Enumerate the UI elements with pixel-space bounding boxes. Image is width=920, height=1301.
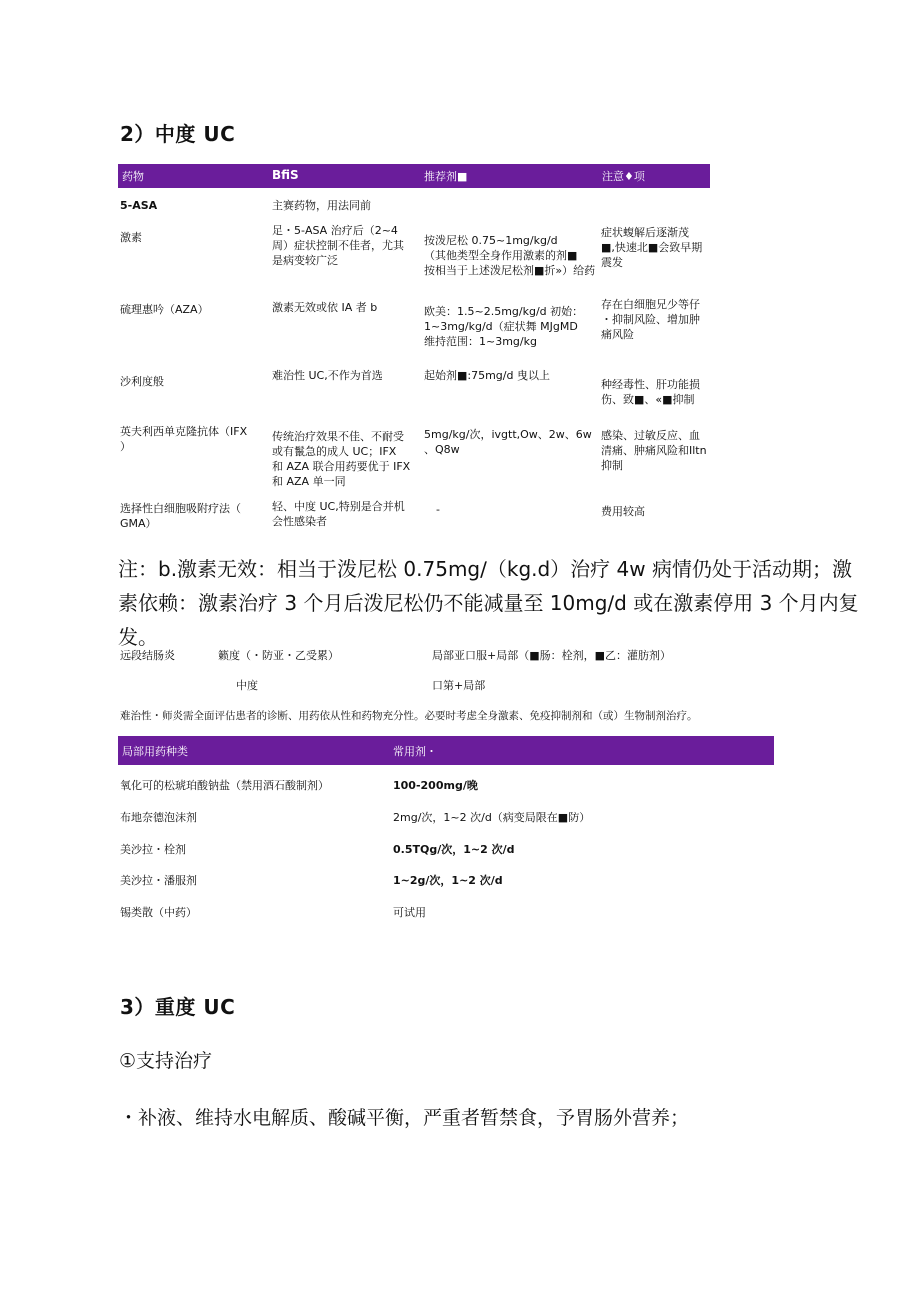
distal-row1-treatment: 局部亚口服+局部（■肠：栓剂，■乙：灌肪剂） — [432, 649, 672, 662]
note-paragraph: 注：b.激素无效：相当于泼尼松 0.75mg∕（kg.d）治疗 4w 病情仍处于活动期；激素依赖：激素治疗 3 个月后泼尼松仍不能减量至 10mg∕d 或在激素停用 3 个月内复发。 — [118, 557, 859, 649]
section3-bullet: ・补液、维持水电解质、酸碱平衡，严重者暂禁食，予胃肠外营养； — [119, 1107, 690, 1129]
distal-label: 远段结肠炎 — [120, 649, 175, 662]
table1-row3-dose: 欧美：1.5~2.5mg/kg/d 初始： 1~3mg/kg/d（症状舞 MJgMD 维持范围：1~3mg/kg — [424, 305, 584, 348]
table1-row3-indication: 激素无效或依 IA 者 b — [272, 301, 378, 314]
table1-row2-dose: 按泼尼松 0.75~1mg/kg/d （其他类型全身作用激素的剂■ 按相当于上述泼尼松剂■折»）给药 — [424, 234, 596, 277]
table2-row2-drug: 布地奈德泡沫剂 — [120, 811, 197, 824]
table1-row3-notes: 存在白细胞兄少等仔 ・抑制风险、增加肿 痛风险 — [601, 298, 700, 341]
table2-header-dose: 常用剂・ — [393, 745, 437, 758]
table1-row6-notes: 费用较高 — [601, 505, 645, 518]
distal-row2-severity: 中度 — [236, 679, 258, 692]
table1-row3-drug: 硫理惠吟（AZA） — [120, 303, 209, 316]
section3-title: 3）重度 UC — [120, 995, 236, 1019]
table1-row1-drug: 5-ASA — [120, 199, 158, 212]
table1-header-dose: 推荐剂■ — [424, 170, 468, 183]
distal-row2-treatment: 口第+局部 — [432, 679, 486, 692]
distal-row1-severity: 籁度（・防亚・乙受累） — [218, 649, 339, 662]
table1-row4-drug: 沙利度般 — [120, 375, 164, 388]
table2-row1-drug: 氧化可的松琥珀酸钠盐（禁用酒石酸制剂） — [120, 779, 329, 792]
table2-header-drug: 局部用药种类 — [122, 745, 188, 758]
table2-row4-drug: 美沙拉・潘服剂 — [120, 874, 197, 887]
table1-row4-indication: 难治性 UC,不作为首选 — [272, 369, 383, 382]
section3-subtitle: ①支持治疗 — [119, 1050, 213, 1072]
table1-row4-notes: 种经毒性、肝功能损 伤、致■、«■抑制 — [601, 378, 700, 406]
table1-row5-notes: 感染、过敏反应、血 清痛、肿痛风险和Iltn 抑制 — [601, 429, 707, 472]
table2-row5-drug: 锡类散（中药） — [120, 906, 197, 919]
table1-row6-drug: 选择性白细胞吸附疗法（ GMA） — [120, 502, 241, 530]
table1-row2-indication: 足・5-ASA 治疗后（2~4 周）症状控制不佳者，尤其 是病变较广泛 — [272, 224, 404, 267]
table2-row2-dose: 2mg/次，1~2 次/d（病变局限在■防） — [393, 811, 591, 824]
table2-header — [118, 736, 774, 765]
table1-header-notes: 注意♦项 — [602, 170, 645, 183]
table1-row5-drug: 英夫利西单克隆抗体（IFX ） — [120, 425, 248, 453]
table2-row5-dose: 可试用 — [393, 906, 426, 919]
section-title: 2）中度 UC — [120, 122, 236, 146]
table1-row1-indication: 主赛药物，用法同前 — [272, 199, 371, 212]
table2-row4-dose: 1~2g/次，1~2 次/d — [393, 874, 503, 887]
table1-row5-indication: 传统治疗效果不佳、不耐受 或有鬣急的成人 UC；IFX 和 AZA 联合用药要优于 IFX 和 AZA 单一同 — [272, 430, 411, 488]
table1-row4-dose: 起始剂■:75mg∕d 曳以上 — [424, 369, 550, 382]
table1-header-indication: BfiS — [272, 168, 299, 182]
table2-row3-drug: 美沙拉・栓剂 — [120, 843, 186, 856]
table1-header — [118, 164, 710, 188]
table1-row6-indication: 轻、中度 UC,特别是合并机 会性感染者 — [272, 500, 405, 528]
table1-row2-notes: 症状蝮解后逐渐茂 ■,快速北■会致早期 震发 — [601, 226, 703, 269]
table1-row2-drug: 激素 — [120, 231, 142, 244]
table2-row3-dose: 0.5TQg/次，1~2 次/d — [393, 843, 515, 856]
refractory-note: 难治性・师炎需全面评估患者的诊断、用药依从性和药物充分性。必要时考虑全身激素、免疫抑制剂和（或）生物制剂治疗。 — [120, 710, 698, 722]
table1-row5-dose: 5mg/kg/次，ivgtt,Ow、2w、6w 、Q8w — [424, 428, 592, 456]
table1-row6-dose: - — [436, 503, 440, 516]
table1-header-drug: 药物 — [122, 170, 144, 183]
table2-row1-dose: 100-200mg/晚 — [393, 779, 478, 792]
